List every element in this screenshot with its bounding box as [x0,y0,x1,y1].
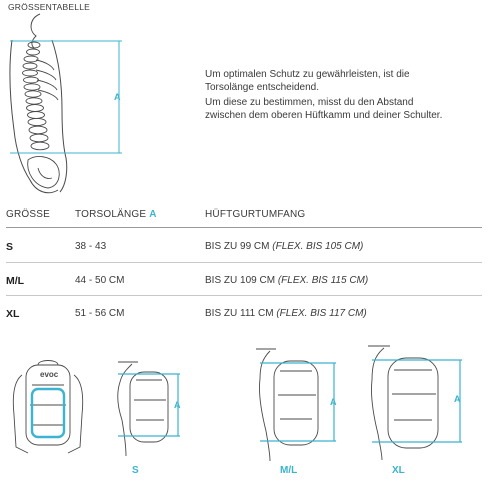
row-hip-flex: (FLEX. BIS 117 CM) [276,308,367,319]
row-torso-xl: 51 - 56 CM [75,308,125,319]
figure-marker-a: A [454,394,461,404]
header-size: GRÖSSE [6,209,50,220]
spine-illustration [0,0,130,200]
row-hip-flex: (FLEX. BIS 115 CM) [277,275,369,286]
intro-paragraph-2: Um diese zu bestimmen, misst du den Abstand zwischen dem oberen Hüftkamm und deiner Schulter. [205,97,443,121]
header-torso-accent: A [149,209,157,220]
header-hip: HÜFTGURTUMFANG [205,209,306,220]
figure-xl [356,342,466,462]
page-title: GRÖSSENTABELLE [8,2,91,12]
row-torso-s: 38 - 43 [75,241,107,252]
intro-paragraph-1: Um optimalen Schutz zu gewährleisten, ist die Torsolänge entscheidend. [205,69,410,93]
row-hip-xl [205,308,367,319]
header-torso [75,209,157,220]
row-hip-value: BIS ZU 109 CM [205,275,276,286]
row-hip-value: BIS ZU 111 CM [205,308,274,319]
row-hip-value: BIS ZU 99 CM [205,241,270,252]
row-size-s: S [6,241,14,253]
figure-label-ml: M/L [280,465,298,476]
row-size-xl: XL [6,308,20,320]
row-hip-ml [205,275,368,286]
backpack-back-view [8,355,88,465]
intro-text [205,68,445,124]
row-torso-ml: 44 - 50 CM [75,275,125,286]
backpack-logo: evoc [40,370,59,379]
row-divider [6,295,482,296]
figure-marker-a: A [174,400,181,410]
row-divider [6,262,482,263]
row-hip-s [205,241,363,252]
header-torso-label: TORSOLÄNGE [75,209,147,220]
figure-s [96,360,186,460]
figure-marker-a: A [330,397,337,407]
row-hip-flex: (FLEX. BIS 105 CM) [272,241,364,252]
figure-ml [240,345,340,465]
figure-label-s: S [132,465,139,476]
table-divider [6,227,482,228]
figure-label-xl: XL [392,465,405,476]
spine-marker-a: A [114,92,121,102]
row-size-ml: M/L [6,275,25,287]
